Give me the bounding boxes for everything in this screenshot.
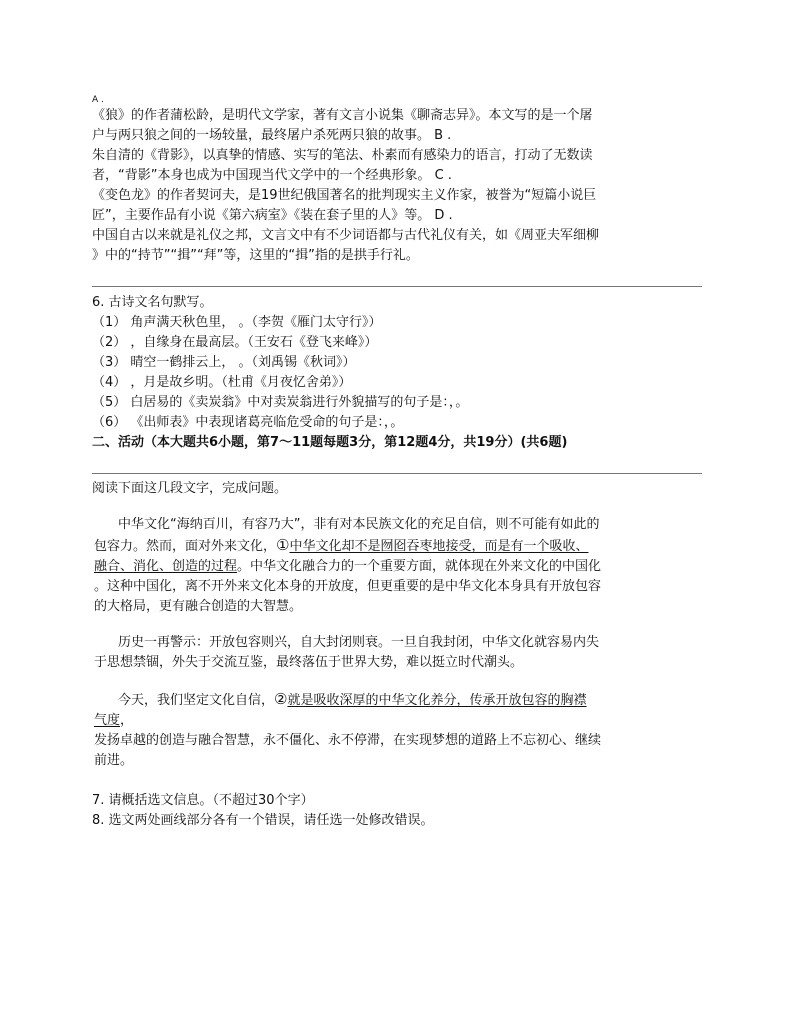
option-line: 户与两只狼之间的一场较量，最终屠户杀死两只狼的故事。 B . — [92, 128, 452, 143]
underlined-error-1-cont: 融合、消化、创造的过程 — [94, 559, 238, 574]
passage-line: 今天，我们坚定文化自信，②就是吸收深厚的中华文化养分，传承开放包容的胸襟 — [118, 690, 587, 708]
option-line: 《变色龙》的作者契诃夫，是19世纪俄国著名的批判现实主义作家，被誉为“短篇小说巨 — [92, 188, 597, 203]
circled-number-1: ① — [276, 536, 290, 554]
question-6-item: （4） ，月是故乡明。（杜甫《月夜忆舍弟》） — [92, 375, 352, 390]
option-line: 匠”，主要作品有小说《第六病室》《装在套子里的人》等。 D . — [92, 208, 453, 223]
passage-line: 气度， — [94, 713, 134, 728]
passage-line: 中华文化“海纳百川，有容乃大”，非有对本民族文化的充足自信，则不可能有如此的 — [118, 517, 600, 532]
option-line: 朱自清的《背影》，以真挚的情感、实写的笔法、朴素而有感染力的语言，打动了无数读 — [92, 148, 593, 163]
circled-number-2: ② — [274, 690, 288, 708]
option-line: 《狼》的作者蒲松龄，是明代文学家，著有文言小说集《聊斋志异》。本文写的是一个屠 — [92, 108, 593, 123]
option-a-label: A . — [92, 95, 104, 105]
passage-line: 发扬卓越的创造与融合智慧，永不僵化、永不停滞，在实现梦想的道路上不忘初心、继续 — [94, 733, 602, 748]
question-6-item: （6） 《出师表》中表现诸葛亮临危受命的句子是：，。 — [92, 415, 404, 430]
question-6-item: （5） 白居易的《卖炭翁》中对卖炭翁进行外貌描写的句子是：，。 — [92, 395, 469, 410]
section-heading: 二、活动（本大题共6小题，第7～11题每题3分，第12题4分，共19分）(共6题) — [92, 435, 568, 450]
question-7: 7. 请概括选文信息。（不超过30个字） — [92, 793, 314, 808]
passage-line: 包容力。然而，面对外来文化，①中华文化却不是囫囵吞枣地接受，而是有一个吸收、 — [94, 536, 589, 554]
passage-line: 。这种中国化，离不开外来文化本身的开放度，但更重要的是中华文化本身具有开放包容 — [94, 579, 602, 594]
question-8: 8. 选文两处画线部分各有一个错误，请任选一处修改错误。 — [92, 813, 434, 828]
question-6-item: （3） 晴空一鹤排云上， 。（刘禹锡《秋词》） — [92, 355, 356, 370]
underlined-error-2: 就是吸收深厚的中华文化养分，传承开放包容的胸襟 — [287, 693, 587, 708]
passage-line: 融合、消化、创造的过程。中华文化融合力的一个重要方面，就体现在外来文化的中国化 — [94, 559, 602, 574]
underlined-error-1: 中华文化却不是囫囵吞枣地接受，而是有一个吸收、 — [289, 539, 589, 554]
passage-line: 的大格局，更有融合创造的大智慧。 — [94, 599, 303, 614]
reading-intro: 阅读下面这几段文字，完成问题。 — [92, 481, 288, 496]
question-6-title: 6. 古诗文名句默写。 — [92, 295, 213, 310]
question-6-item: （1） 角声满天秋色里， 。（李贺《雁门太守行》） — [92, 315, 382, 330]
questions — [92, 791, 702, 831]
underlined-error-2-cont: 气度 — [94, 713, 121, 728]
document-page — [92, 94, 702, 831]
passage-line: 于思想禁锢，外失于交流互鉴，最终落伍于世界大势，难以挺立时代潮头。 — [94, 655, 524, 670]
option-line: 》中的“持节”“揖”“拜”等，这里的“揖”指的是拱手行礼。 — [92, 248, 419, 263]
option-line: 者，“背影”本身也成为中国现当代文学中的一个经典形象。 C . — [92, 168, 452, 183]
question-5-options — [92, 94, 702, 266]
passage-line: 前进。 — [94, 753, 134, 768]
passage-line: 历史一再警示：开放包容则兴，自大封闭则衰。一旦自我封闭，中华文化就容易内失 — [118, 635, 600, 650]
reading-passage — [92, 479, 702, 771]
question-6 — [92, 293, 702, 453]
option-line: 中国自古以来就是礼仪之邦，文言文中有不少词语都与古代礼仪有关，如《周亚夫军细柳 — [92, 228, 600, 243]
question-6-item: （2） ，自缘身在最高层。（王安石《登飞来峰》） — [92, 335, 378, 350]
